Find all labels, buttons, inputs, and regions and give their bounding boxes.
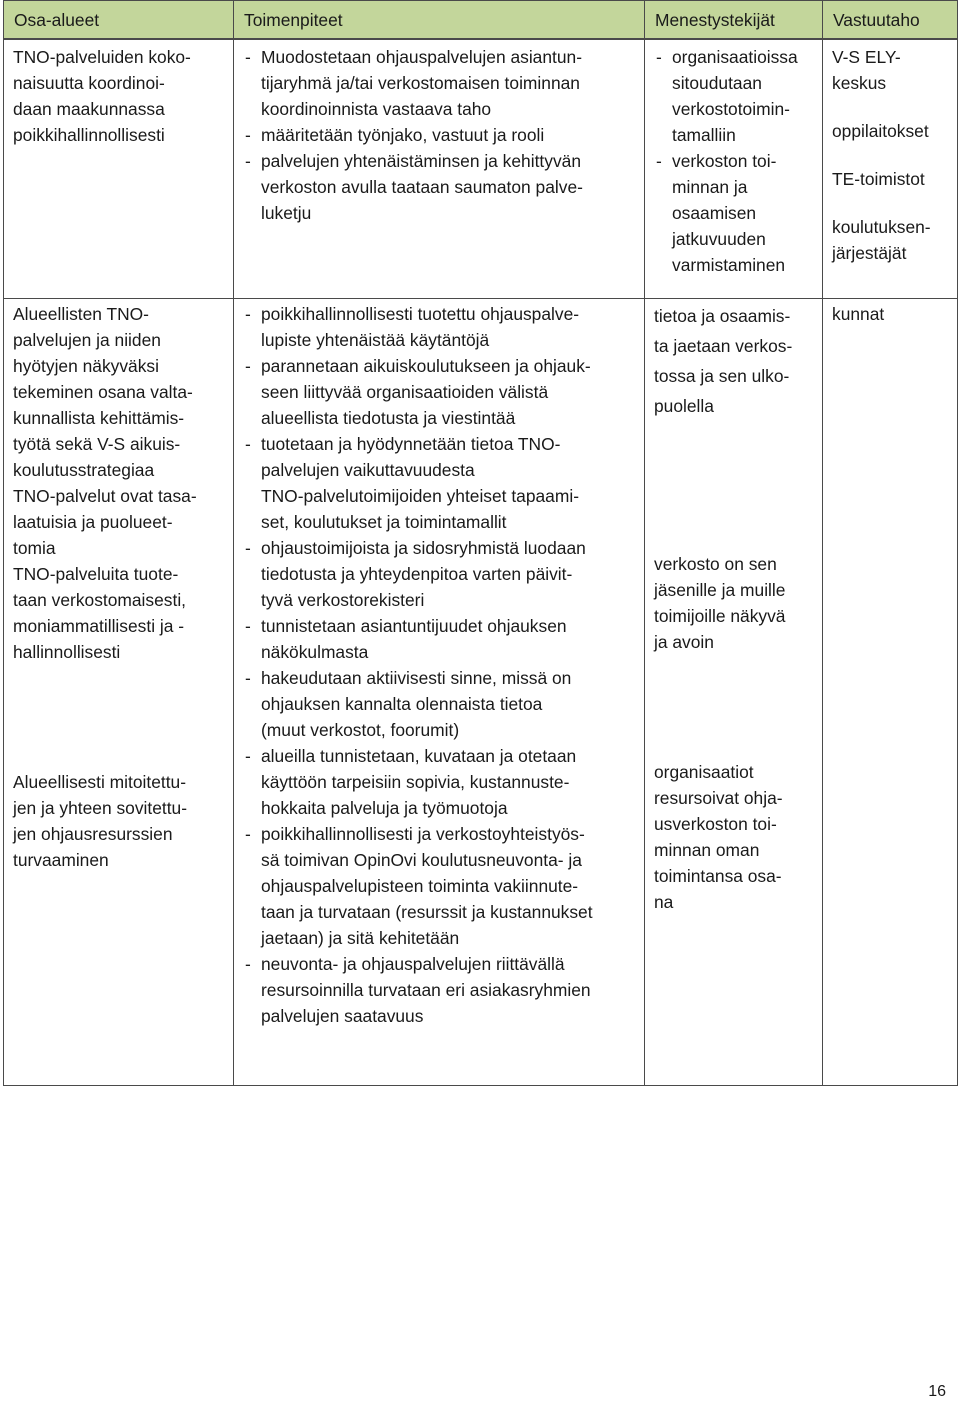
success-text-resourcing: organisaatiot resursoivat ohja- usverkoston toi- minnan oman toimintansa osa- na (654, 762, 783, 912)
list-item: - määritetään työnjako, vastuut ja rooli (243, 122, 635, 148)
list-item: - parannetaan aikuiskoulutukseen ja ohjauk- seen liittyvää organisaatioiden välistä alueellista tiedotusta ja viestintää (243, 353, 635, 431)
list-item: - Muodostetaan ohjauspalvelujen asiantun- tijaryhmä ja/tai verkostomaisen toiminnan koordinoinnista vastaava taho (243, 44, 635, 122)
measures-list-a (243, 301, 635, 483)
table-row (4, 39, 958, 299)
list-item: - tunnistetaan asiantuntijuudet ohjauksen näkökulmasta (243, 613, 635, 665)
list-item: - palvelujen yhtenäistäminsen ja kehittyvän verkoston avulla taataan saumaton palve- luketju (243, 148, 635, 226)
header-osa-alueet: Osa-alueet (4, 1, 234, 40)
area-text-network: TNO-palveluita tuote- taan verkostomaisesti, moniammatillisesti ja - hallinnollisesti (13, 564, 187, 662)
list-item: - ohjaustoimijoista ja sidosryhmistä luodaan tiedotusta ja yhteydenpitoa varten päivit- tyvä verkostorekisteri (243, 535, 635, 613)
area-text: TNO-palveluiden koko- naisuutta koordinoi- daan maakunnassa poikkihallinnollisesti (13, 47, 191, 145)
success-text-sharing: tietoa ja osaamis- ta jaetaan verkos- tossa ja sen ulko- puolella (654, 306, 793, 416)
measures-list (243, 44, 635, 226)
responsible-koulutuksenjarjestajat: koulutuksen- järjestäjät (832, 217, 931, 263)
list-item: - alueilla tunnistetaan, kuvataan ja otetaan käyttöön tarpeisiin sopivia, kustannuste- hokkaita palveluja ja työmuotoja (243, 743, 635, 821)
list-item: - poikkihallinnollisesti ja verkostoyhteistyös- sä toimivan OpinOvi koulutusneuvonta- ja ohjauspalvelupisteen toiminta vakiinnute- taan ja turvataan (resurssit ja kustannukset jaetaan) ja sitä kehitetään (243, 821, 635, 951)
responsible-cell (823, 39, 958, 299)
list-item: - hakeudutaan aktiivisesti sinne, missä on ohjauksen kannalta olennaista tietoa (muut verkostot, foorumit) (243, 665, 635, 743)
list-item: - poikkihallinnollisesti tuotettu ohjauspalve- lupiste yhtenäistää käytäntöjä (243, 301, 635, 353)
area-cell (4, 299, 234, 1086)
header-toimenpiteet: Toimenpiteet (234, 1, 645, 40)
area-text-visibility: Alueellisten TNO- palvelujen ja niiden hyötyjen näkyväksi tekeminen osana valta- kunnallista kehittämis- työtä sekä V-S aikuis- koulutusstrategiaa (13, 304, 193, 480)
measures-cell (234, 39, 645, 299)
area-cell (4, 39, 234, 299)
success-list (654, 44, 813, 278)
table-header-row (4, 1, 958, 40)
measures-list-b (243, 535, 635, 743)
measures-list-c (243, 743, 635, 1029)
header-vastuutaho: Vastuutaho (823, 1, 958, 40)
page-number: 16 (928, 1383, 946, 1400)
header-menestystekijat: Menestystekijät (645, 1, 823, 40)
success-cell (645, 299, 823, 1086)
area-text-quality: TNO-palvelut ovat tasa- laatuisia ja puolueet- tomia (13, 486, 197, 558)
action-plan-table (3, 0, 958, 1086)
success-cell (645, 39, 823, 299)
list-item: - verkoston toi- minnan ja osaamisen jatkuvuuden varmistaminen (654, 148, 813, 278)
table-row (4, 299, 958, 1086)
responsible-ely: V-S ELY- keskus (832, 47, 901, 93)
list-item: - neuvonta- ja ohjauspalvelujen riittävällä resursoinnilla turvataan eri asiakasryhmien palvelujen saatavuus (243, 951, 635, 1029)
measures-cell (234, 299, 645, 1086)
responsible-cell (823, 299, 958, 1086)
list-item: - organisaatioissa sitoudutaan verkostotoimin- tamalliin (654, 44, 813, 148)
measures-tail-text: TNO-palvelutoimijoiden yhteiset tapaami- set, koulutukset ja toimintamallit (261, 486, 579, 532)
success-text-visible-network: verkosto on sen jäsenille ja muille toimijoille näkyvä ja avoin (654, 554, 786, 652)
responsible-kunnat: kunnat (832, 304, 885, 324)
area-text-resources: Alueellisesti mitoitettu- jen ja yhteen sovitettu- jen ohjausresurssien turvaaminen (13, 772, 188, 870)
responsible-te-toimistot: TE-toimistot (832, 169, 925, 189)
list-item: - tuotetaan ja hyödynnetään tietoa TNO- palvelujen vaikuttavuudesta (243, 431, 635, 483)
responsible-oppilaitokset: oppilaitokset (832, 121, 929, 141)
